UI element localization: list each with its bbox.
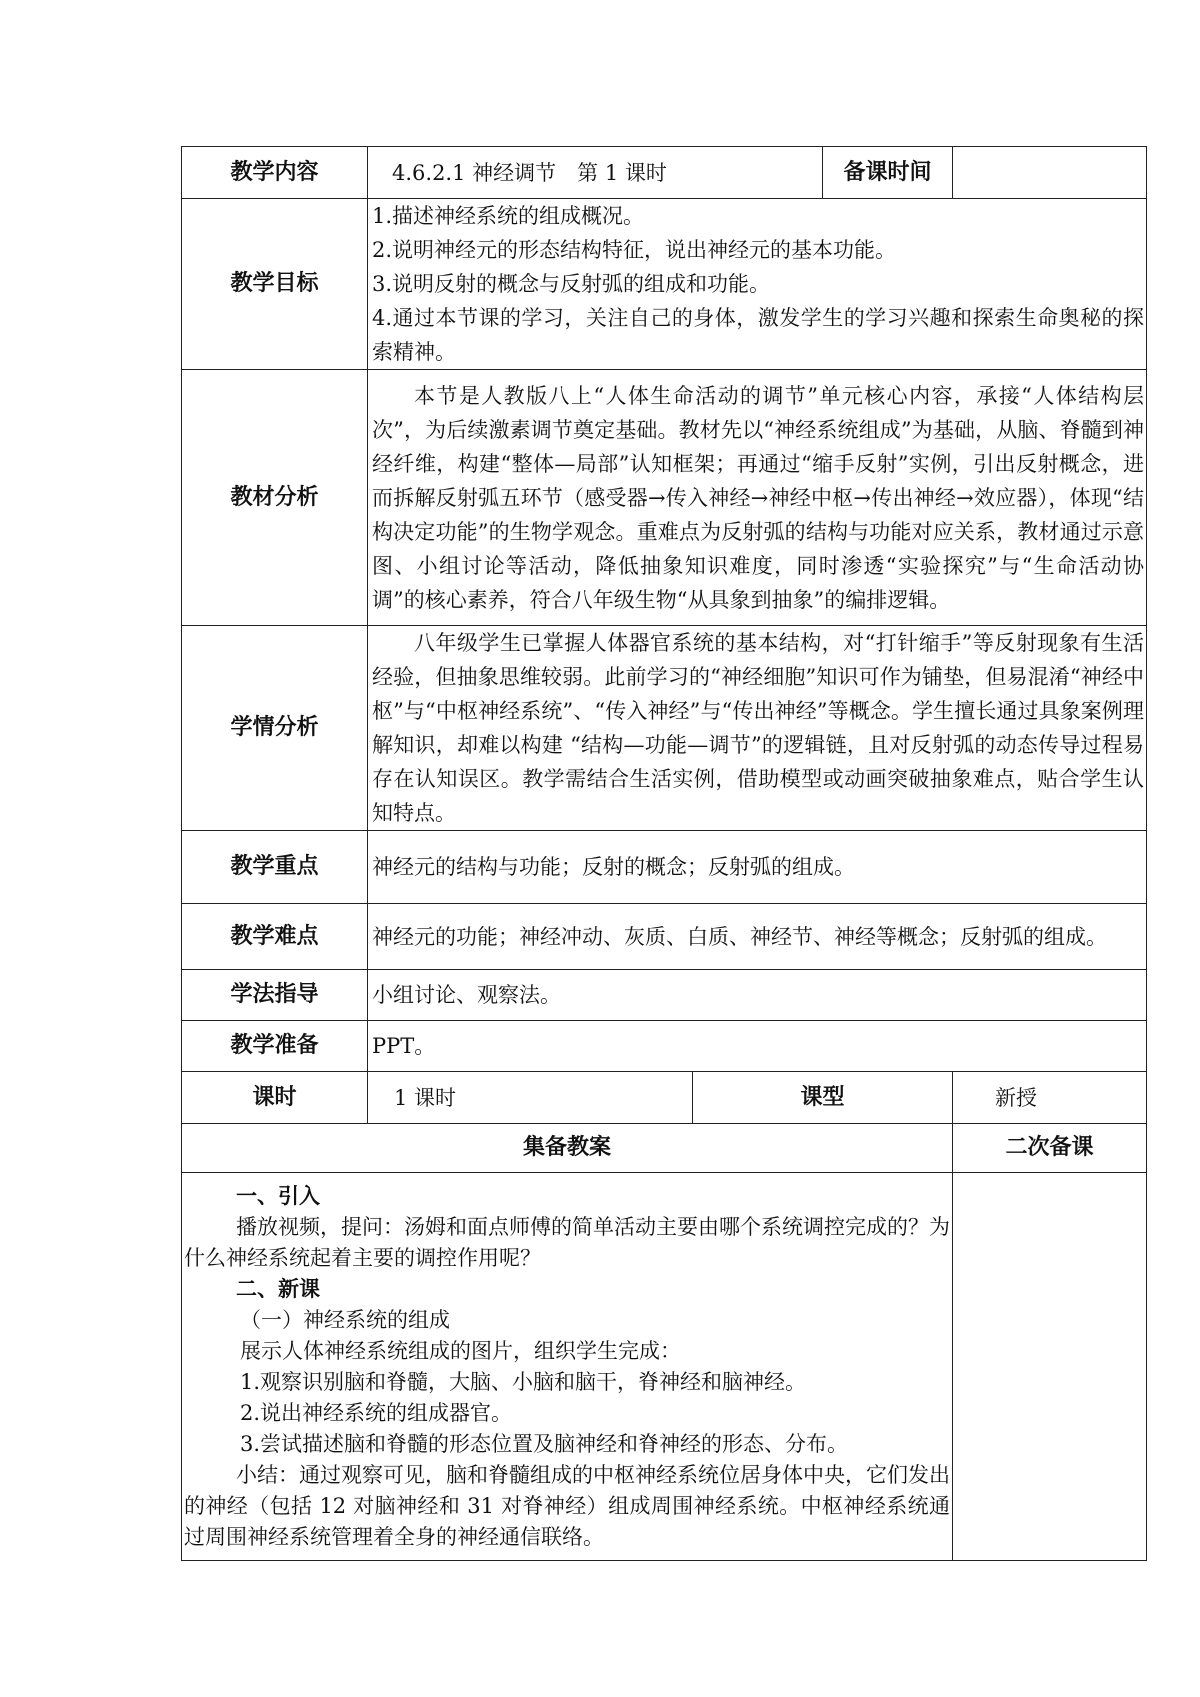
lesson-plan-table bbox=[181, 146, 1147, 1561]
key-points-text: 神经元的结构与功能；反射的概念；反射弧的组成。 bbox=[368, 831, 1147, 904]
plan-summary: 小结：通过观察可见，脑和脊髓组成的中枢神经系统位居身体中央，它们发出的神经（包括 12 对脑神经和 31 对脊神经）组成周围神经系统。中枢神经系统通过周围神经系统管理着全身的神经通信联络。 bbox=[184, 1463, 951, 1549]
plan-header-row bbox=[182, 1124, 1147, 1173]
prep-time-label: 备课时间 bbox=[823, 147, 953, 199]
plan-body-row bbox=[182, 1173, 1147, 1561]
plan-second-header: 二次备课 bbox=[953, 1124, 1147, 1173]
preparation-text: PPT。 bbox=[368, 1021, 1147, 1072]
content-value: 4.6.2.1 神经调节 第 1 课时 bbox=[368, 147, 823, 199]
plan-body bbox=[182, 1173, 953, 1561]
textbook-analysis-row bbox=[182, 370, 1147, 626]
lesson-row bbox=[182, 1072, 1147, 1124]
objective-item-2: 2.说明神经元的形态结构特征，说出神经元的基本功能。 bbox=[372, 238, 897, 262]
plan-heading-new-lesson: 二、新课 bbox=[236, 1277, 320, 1301]
student-analysis-label: 学情分析 bbox=[182, 626, 368, 831]
objectives-list bbox=[368, 199, 1147, 370]
preparation-label: 教学准备 bbox=[182, 1021, 368, 1072]
objective-item-4: 4.通过本节课的学习，关注自己的身体，激发学生的学习兴趣和探索生命奥秘的探索精神。 bbox=[372, 306, 1145, 364]
student-analysis-cell bbox=[368, 626, 1147, 831]
key-points-label: 教学重点 bbox=[182, 831, 368, 904]
method-label: 学法指导 bbox=[182, 970, 368, 1021]
header-row bbox=[182, 147, 1147, 199]
objectives-row bbox=[182, 199, 1147, 370]
key-points-row bbox=[182, 831, 1147, 904]
textbook-analysis-cell bbox=[368, 370, 1147, 626]
content-label: 教学内容 bbox=[182, 147, 368, 199]
difficulties-text: 神经元的功能；神经冲动、灰质、白质、神经节、神经等概念；反射弧的组成。 bbox=[368, 904, 1147, 970]
preparation-row bbox=[182, 1021, 1147, 1072]
hours-value: 1 课时 bbox=[368, 1072, 693, 1124]
plan-step-3: 3.尝试描述脑和脊髓的形态位置及脑神经和脊神经的形态、分布。 bbox=[240, 1432, 849, 1456]
method-row bbox=[182, 970, 1147, 1021]
plan-main-header: 集备教案 bbox=[182, 1124, 953, 1173]
method-text: 小组讨论、观察法。 bbox=[368, 970, 1147, 1021]
objective-item-1: 1.描述神经系统的组成概况。 bbox=[372, 204, 645, 228]
prep-time-value bbox=[953, 147, 1147, 199]
plan-subheading: （一）神经系统的组成 bbox=[240, 1308, 450, 1332]
objective-item-3: 3.说明反射的概念与反射弧的组成和功能。 bbox=[372, 272, 771, 296]
plan-step-1: 1.观察识别脑和脊髓，大脑、小脑和脑干，脊神经和脑神经。 bbox=[240, 1370, 807, 1394]
student-analysis-row bbox=[182, 626, 1147, 831]
student-analysis-text: 八年级学生已掌握人体器官系统的基本结构，对“打针缩手”等反射现象有生活经验，但抽象思维较弱。此前学习的“神经细胞”知识可作为铺垫，但易混淆“神经中枢”与“中枢神经系统”、“传入神经”与“传出神经”等概念。学生擅长通过具象案例理解知识，却难以构建 “结构—功能—调节”的逻辑链，且对反射弧的动态传导过程易存在认知误区。教学需结合生活实例，借助模型或动画突破抽象难点，贴合学生认知特点。 bbox=[372, 631, 1145, 825]
plan-step-2: 2.说出神经系统的组成器官。 bbox=[240, 1401, 513, 1425]
plan-paragraph: 播放视频，提问：汤姆和面点师傅的简单活动主要由哪个系统调控完成的？为什么神经系统起着主要的调控作用呢？ bbox=[184, 1215, 951, 1270]
plan-heading-intro: 一、引入 bbox=[236, 1184, 320, 1208]
textbook-analysis-label: 教材分析 bbox=[182, 370, 368, 626]
textbook-analysis-text: 本节是人教版八上“人体生命活动的调节”单元核心内容，承接“人体结构层次”，为后续激素调节奠定基础。教材先以“神经系统组成”为基础，从脑、脊髓到神经纤维，构建“整体—局部”认知框架；再通过“缩手反射”实例，引出反射概念，进而拆解反射弧五环节（感受器→传入神经→神经中枢→传出神经→效应器），体现“结构决定功能”的生物学观念。重难点为反射弧的结构与功能对应关系，教材通过示意图、小组讨论等活动，降低抽象知识难度，同时渗透“实验探究”与“生命活动协调”的核心素养，符合八年级生物“从具象到抽象”的编排逻辑。 bbox=[372, 383, 1145, 612]
objectives-label: 教学目标 bbox=[182, 199, 368, 370]
plan-line: 展示人体神经系统组成的图片，组织学生完成： bbox=[240, 1339, 681, 1363]
difficulties-row bbox=[182, 904, 1147, 970]
type-label: 课型 bbox=[693, 1072, 953, 1124]
second-prep-cell bbox=[953, 1173, 1147, 1561]
hours-label: 课时 bbox=[182, 1072, 368, 1124]
type-value: 新授 bbox=[953, 1072, 1147, 1124]
difficulties-label: 教学难点 bbox=[182, 904, 368, 970]
